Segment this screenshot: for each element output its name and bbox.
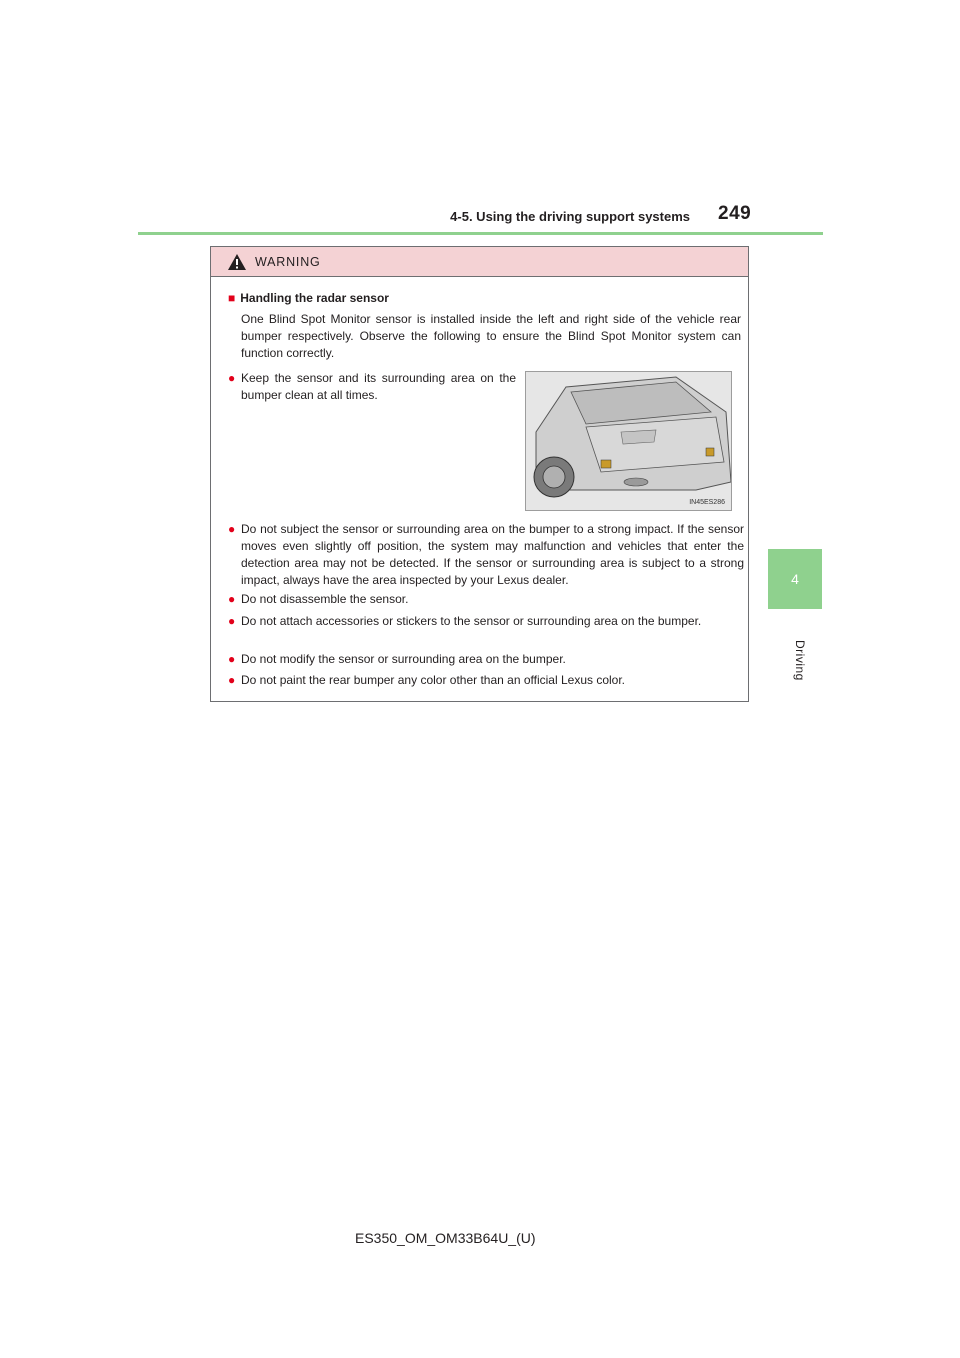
circle-bullet-icon: ●: [228, 371, 236, 385]
list-item: ● Do not disassemble the sensor.: [228, 592, 409, 606]
illustration-code: IN45ES286: [689, 499, 725, 506]
circle-bullet-icon: ●: [228, 592, 236, 606]
chapter-tab: 4: [768, 549, 822, 609]
list-item: ● Do not subject the sensor or surrounding area on the bumper to a strong impact. If the sensor moves even slightly off position, the system may malfunction and vehicles that enter the detection area may not be detected. If the sensor or surrounding area is subject to a strong impact, always have the area inspected by your Lexus dealer.: [228, 522, 744, 587]
list-item: ● Do not paint the rear bumper any color other than an official Lexus color.: [228, 673, 626, 687]
list-item: ● Keep the sensor and its surrounding area on the bumper clean at all times.: [228, 371, 516, 402]
circle-bullet-icon: ●: [228, 522, 236, 536]
list-item: ● Do not attach accessories or stickers to the sensor or surrounding area on the bumper.: [228, 614, 702, 628]
circle-bullet-icon: ●: [228, 614, 236, 628]
rear-bumper-illustration: [525, 371, 732, 511]
warning-triangle-icon: [227, 253, 247, 271]
header-rule: [138, 232, 823, 235]
list-item: ● Do not modify the sensor or surrounding area on the bumper.: [228, 652, 566, 666]
chapter-label: Driving: [793, 640, 807, 681]
page-number: 249: [718, 203, 752, 224]
section-heading: ■ Handling the radar sensor: [228, 291, 389, 305]
car-rear-icon: [526, 372, 732, 511]
warning-label: WARNING: [255, 254, 321, 269]
warning-box: [210, 246, 749, 702]
document-code: ES350_OM_OM33B64U_(U): [355, 1230, 536, 1246]
warning-header: [211, 247, 748, 277]
intro-paragraph: One Blind Spot Monitor sensor is installed inside the left and right side of the vehicle rear bumper respectively. Observe the following to ensure the Blind Spot Monitor system can function correctly.: [241, 312, 741, 360]
square-bullet-icon: ■: [228, 291, 236, 305]
circle-bullet-icon: ●: [228, 673, 236, 687]
circle-bullet-icon: ●: [228, 652, 236, 666]
section-title: 4-5. Using the driving support systems: [450, 209, 690, 224]
